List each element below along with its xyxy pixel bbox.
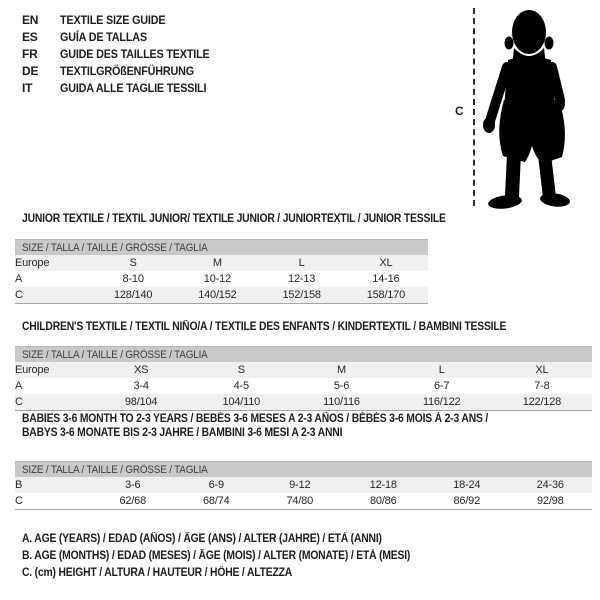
section-title bbox=[22, 212, 493, 226]
row-label-cell: C bbox=[15, 289, 23, 301]
row-label-cell: B bbox=[15, 479, 23, 491]
size-value-cell: XL bbox=[379, 257, 393, 269]
babies-size-table bbox=[15, 461, 592, 510]
size-value-cell: 14-16 bbox=[372, 273, 400, 285]
height-measure-label: C bbox=[455, 104, 464, 118]
size-value-cell: 12-13 bbox=[288, 273, 316, 285]
size-value-cell: 6-9 bbox=[208, 479, 224, 491]
size-value-cell: 128/140 bbox=[113, 289, 153, 301]
size-value-cell: 152/158 bbox=[282, 289, 321, 301]
section-title-line: CHILDREN'S TEXTILE / TEXTIL NIÑO/A / TEXTILE DES ENFANTS / KINDERTEXTIL / BAMBINI TESSILE bbox=[22, 321, 507, 333]
childrens-size-table bbox=[15, 346, 592, 411]
height-measure-figure bbox=[448, 4, 600, 216]
lang-label: TEXTILE SIZE GUIDE bbox=[60, 13, 166, 27]
lang-code: DE bbox=[22, 64, 39, 78]
size-value-cell: 24-36 bbox=[536, 479, 564, 491]
size-header-row bbox=[15, 462, 592, 478]
size-value-cell: 6-7 bbox=[434, 380, 450, 392]
lang-label: GUIDE DES TAILLES TEXTILE bbox=[60, 47, 210, 61]
section-title-line: BABIES 3-6 MONTH TO 2-3 YEARS / BEBÉS 3-6 MESES A 2-3 AÑOS / BÉBÉS 3-6 MOIS À 2-3 ANS / bbox=[22, 413, 489, 425]
section-title-line: JUNIOR TEXTILE / TEXTIL JUNIOR/ TEXTILE JUNIOR / JUNIORTEXTIL / JUNIOR TESSILE bbox=[22, 213, 446, 225]
table-row bbox=[15, 287, 428, 304]
footnote-legend bbox=[22, 531, 453, 582]
footnote-b: B. AGE (MONTHS) / EDAD (MESES) / ÂGE (MOIS) / ALTER (MONATE) / ETÀ (MESI) bbox=[22, 550, 411, 562]
size-header-bar bbox=[15, 462, 592, 478]
size-value-cell: 98/104 bbox=[124, 396, 158, 408]
language-title-list bbox=[22, 12, 226, 97]
table-row bbox=[15, 271, 428, 287]
size-value-cell: 68/74 bbox=[202, 495, 230, 507]
table-row bbox=[15, 255, 428, 271]
row-label-cell: A bbox=[15, 380, 23, 392]
size-value-cell: 8-10 bbox=[122, 273, 144, 285]
size-value-cell: M bbox=[336, 364, 346, 376]
size-value-cell: 110/116 bbox=[323, 396, 360, 408]
section-title bbox=[22, 412, 540, 440]
size-value-cell: 86/92 bbox=[453, 495, 481, 507]
row-label-cell: Europe bbox=[15, 257, 50, 269]
footnote-a: A. AGE (YEARS) / EDAD (AÑOS) / ÂGE (ANS) / ALTER (JAHRE) / ETÀ (ANNI) bbox=[22, 533, 382, 545]
size-value-cell: 62/68 bbox=[119, 495, 147, 507]
size-value-cell: 18-24 bbox=[453, 479, 481, 491]
size-value-cell: 140/152 bbox=[198, 289, 237, 301]
size-value-cell: 3-6 bbox=[125, 479, 141, 491]
table-row bbox=[15, 493, 592, 510]
size-value-cell: 12-18 bbox=[369, 479, 397, 491]
size-value-cell: 7-8 bbox=[534, 380, 550, 392]
lang-row-de bbox=[22, 63, 226, 80]
size-header-row bbox=[15, 347, 592, 363]
size-value-cell: L bbox=[438, 364, 445, 376]
size-header-row bbox=[15, 240, 428, 256]
size-value-cell: S bbox=[237, 364, 245, 376]
size-value-cell: L bbox=[298, 257, 305, 269]
lang-row-en bbox=[22, 12, 226, 29]
lang-code: EN bbox=[22, 13, 39, 27]
size-header-bar bbox=[15, 347, 592, 363]
size-header-label: SIZE / TALLA / TAILLE / GRÖSSE / TAGLIA bbox=[22, 241, 208, 254]
size-header-bar bbox=[15, 240, 428, 256]
lang-row-es bbox=[22, 29, 226, 46]
size-value-cell: 122/128 bbox=[522, 396, 562, 408]
lang-label: GUIDA ALLE TAGLIE TESSILI bbox=[60, 81, 207, 95]
lang-code: ES bbox=[22, 30, 38, 44]
lang-row-fr bbox=[22, 46, 226, 63]
toddler-silhouette-image bbox=[482, 4, 600, 216]
table-row bbox=[15, 394, 592, 411]
size-value-cell: 4-5 bbox=[233, 380, 249, 392]
size-value-cell: 116/122 bbox=[422, 396, 461, 408]
lang-label: TEXTILGRÖßENFÜHRUNG bbox=[60, 64, 194, 78]
size-value-cell: 74/80 bbox=[286, 495, 314, 507]
lang-code: FR bbox=[22, 47, 38, 61]
size-header-label: SIZE / TALLA / TAILLE / GRÖSSE / TAGLIA bbox=[22, 348, 208, 361]
size-value-cell: 80/86 bbox=[369, 495, 397, 507]
section-title bbox=[22, 320, 560, 334]
table-row bbox=[15, 362, 592, 378]
section-title-line: BABYS 3-6 MONATE BIS 2-3 JAHRE / BAMBINI 3-6 MESI A 2-3 ANNI bbox=[22, 427, 343, 439]
height-measure-dashed-line bbox=[473, 8, 475, 206]
lang-code: IT bbox=[22, 81, 33, 95]
size-value-cell: XS bbox=[133, 364, 149, 376]
size-value-cell: 10-12 bbox=[203, 273, 231, 285]
size-value-cell: 9-12 bbox=[289, 479, 311, 491]
table-row bbox=[15, 477, 592, 493]
size-value-cell: 3-4 bbox=[133, 380, 149, 392]
lang-label: GUÍA DE TALLAS bbox=[60, 30, 147, 44]
size-value-cell: 158/170 bbox=[366, 289, 406, 301]
row-label-cell: A bbox=[15, 273, 23, 285]
size-value-cell: 5-6 bbox=[333, 380, 350, 392]
junior-size-table bbox=[15, 239, 428, 304]
row-label-cell: C bbox=[15, 396, 23, 408]
toddler-silhouette-shape bbox=[483, 10, 571, 211]
size-value-cell: 104/110 bbox=[222, 396, 261, 408]
size-value-cell: S bbox=[129, 257, 137, 269]
lang-row-it bbox=[22, 80, 226, 97]
size-header-label: SIZE / TALLA / TAILLE / GRÖSSE / TAGLIA bbox=[22, 463, 208, 476]
size-value-cell: 92/98 bbox=[536, 495, 564, 507]
size-value-cell: M bbox=[212, 257, 222, 269]
footnote-c: C. (cm) HEIGHT / ALTURA / HAUTEUR / HÖHE / ALTEZZA bbox=[22, 567, 293, 579]
size-value-cell: XL bbox=[535, 364, 549, 376]
row-label-cell: Europe bbox=[15, 364, 50, 376]
row-label-cell: C bbox=[15, 495, 23, 507]
table-row bbox=[15, 378, 592, 394]
